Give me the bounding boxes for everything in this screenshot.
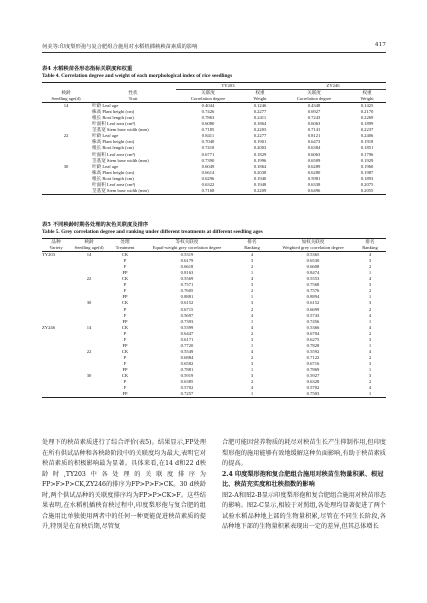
t5-equal-corr-cell: 0.8881 xyxy=(180,294,194,300)
t5-rank-cell: 2 xyxy=(250,306,254,312)
t5-variety-cell: TY203 xyxy=(42,252,56,258)
t5-rank2-cell: 2 xyxy=(368,264,372,270)
t4-corr1-cell: 0.6080 xyxy=(201,121,215,127)
t5-rank-cell: 2 xyxy=(250,379,254,385)
t4-corr2-cell: 0.6280 xyxy=(307,169,321,175)
t4-weight2-cell: 0.1899 xyxy=(360,121,374,127)
body-left-paragraph: 处理下的秧苗素质进行了综合评价(表5)。结果显示,FP处理在所有供试品种和各秧龄阶段中的关联度均为最大,表明它对秧苗素质的积极影响最为显著。具体来看,在14 d和22 d秧龄时,TY203中各处理的关联度排序为FP>F>P>CK,ZY246的排序为FP>P>F>CK。30 d秧龄时,两个供试品种的关联度排序均为FP>P>CK>F。这些结果表明,在水稻机插秧育秧过程中,印度梨形孢与复合肥的组合施用比单独使用两者中的任何一种更能促进秧苗素质的提升,特别是在育秧后期,尽管复 xyxy=(42,439,206,530)
t5-equal-corr-cell: 0.6152 xyxy=(180,300,194,306)
t4-corr2-cell: 0.6509 xyxy=(307,157,321,163)
t4-weight1-cell: 0.2277 xyxy=(253,109,267,115)
t5-equal-corr-cell: 0.6385 xyxy=(180,379,194,385)
t4-trait-cell: 叶面积 Leaf area (cm²) xyxy=(92,181,136,187)
t4-weight1-cell: 0.2203 xyxy=(253,127,267,133)
table5-body xyxy=(42,252,386,398)
t5-equal-corr-cell: 0.6884 xyxy=(180,354,194,360)
t4-weight2-cell: 0.2170 xyxy=(360,109,374,115)
t4-weight2-cell: 0.1918 xyxy=(360,139,374,145)
t5-age-cell: 22 xyxy=(86,348,92,354)
t5-equal-corr-cell: 0.6618 xyxy=(180,264,194,270)
t5-weighted-corr-cell: 0.7503 xyxy=(272,391,354,398)
running-title: 何美等:印度梨形孢与复合肥组合施用对水稻机插秧秧苗素质的影响 xyxy=(42,44,198,50)
t5-weighted-corr-cell: 0.8474 xyxy=(306,270,320,276)
t4-age-cell: 14 xyxy=(63,103,69,109)
t5-rank2-cell: 1 xyxy=(354,391,386,398)
t4-age-cell xyxy=(42,188,90,195)
table-row xyxy=(42,391,386,398)
t5-weighted-corr-cell: 0.5743 xyxy=(306,312,320,318)
t5-age-cell: 14 xyxy=(86,252,92,258)
table5-caption xyxy=(42,222,263,235)
t4-weight1-cell: 0.1246 xyxy=(253,103,267,109)
t4-head-corr-en-1: Correlation degree xyxy=(176,96,240,103)
t4-trait-cell: 茎基宽 Stem base width (mm) xyxy=(92,157,149,163)
t5-head-wt-cn: 加权关联度 xyxy=(272,239,354,246)
t4-weight2-cell: 0.2237 xyxy=(360,127,374,133)
t4-weight2-cell: 0.1851 xyxy=(360,145,374,151)
t5-rank2-cell: 4 xyxy=(368,324,372,330)
t4-corr1-cell: 0.7185 xyxy=(201,127,215,133)
t4-trait-cell: 叶面积 Leaf area (cm²) xyxy=(92,151,136,157)
t5-head-rank2-en: Ranking xyxy=(354,245,386,252)
t4-weight1-cell: 0.2277 xyxy=(253,133,267,139)
t5-weighted-corr-cell: 0.7456 xyxy=(306,318,320,324)
t4-head-trait-cn: 性状 xyxy=(128,89,138,95)
body-right-paragraph-1: 合肥可能因营养物质的耗尽对秧苗生长产生抑制作用,但印度梨形孢的施用能够有效地缓解这种负面影响,有助于秧苗素质的提高。 xyxy=(222,439,386,467)
t4-head-weight-cn-2: 权重 xyxy=(362,90,372,96)
t5-weighted-corr-cell: 0.7122 xyxy=(306,354,320,360)
t4-weight1-cell: 0.1901 xyxy=(253,139,267,145)
t5-rank-cell: 1 xyxy=(250,294,254,300)
t4-trait-cell: 株高 Plant height (cm) xyxy=(92,139,135,145)
t4-corr2-cell: 0.6384 xyxy=(307,145,321,151)
t5-treatment-cell: F xyxy=(123,264,127,270)
t5-rank-cell: 4 xyxy=(250,252,254,258)
section-heading: 2.4 印度梨形孢和复合肥组合施用对秧苗生物量积累、根冠比、秧苗充实度和壮秧指数的影响 xyxy=(222,470,384,488)
t4-corr2-cell: 0.6063 xyxy=(307,121,321,127)
body-right-paragraph-2: 图2-A和图2-B显示印度梨形孢和复合肥组合施用对秧苗形态的影响。图2-C显示,相较于对照组,各处理均显著促进了两个试验水稻品种地上部的生物量积累,尽管在不同生长阶段,各品种地下部的生物量积累表现出一定的差异,但其总体增长 xyxy=(222,491,386,530)
t4-corr1-cell: 0.6322 xyxy=(201,181,215,187)
t5-equal-corr-cell: 0.7881 xyxy=(180,366,194,372)
t5-rank2-cell: 2 xyxy=(368,354,372,360)
t4-weight2-cell: 0.2406 xyxy=(360,133,374,139)
t5-treatment-cell: F xyxy=(123,312,127,318)
t4-head-weight-cn-1: 权重 xyxy=(255,90,265,96)
t5-treatment-cell: P xyxy=(123,379,127,385)
t4-weight2-cell: 0.1960 xyxy=(360,163,374,169)
table4-caption xyxy=(42,66,232,79)
t4-corr1-cell: 0.6614 xyxy=(201,169,215,175)
t5-weighted-corr-cell: 0.7869 xyxy=(306,366,320,372)
t4-corr1-cell: 0.7863 xyxy=(201,115,215,121)
t5-head-age-cn: 秧龄 xyxy=(70,239,108,246)
t5-treatment-cell: F xyxy=(123,385,127,391)
t5-rank-cell: 3 xyxy=(250,360,254,366)
t5-treatment-cell: P xyxy=(123,282,127,288)
t4-corr1-cell: 0.6296 xyxy=(201,175,215,181)
t5-treatment-cell: FP xyxy=(108,391,142,398)
t5-weighted-corr-cell: 0.6152 xyxy=(306,300,320,306)
t5-treatment-cell: CK xyxy=(121,373,129,379)
t5-rank-cell: 3 xyxy=(250,336,254,342)
t5-rank2-cell: 3 xyxy=(368,336,372,342)
t5-treatment-cell: CK xyxy=(121,300,129,306)
t5-weighted-corr-cell: 0.6608 xyxy=(306,264,320,270)
t4-weight1-cell: 0.1864 xyxy=(253,121,267,127)
t5-equal-corr-cell: 0.7720 xyxy=(180,342,194,348)
t5-rank-cell: 4 xyxy=(250,385,254,391)
t4-weight1-cell: 0.1996 xyxy=(253,157,267,163)
t5-equal-corr-cell: 0.6582 xyxy=(180,360,194,366)
t4-corr2-cell: 0.7141 xyxy=(307,127,321,133)
t5-head-eq-cn: 等权关联度 xyxy=(142,239,232,246)
t5-rank2-cell: 3 xyxy=(368,360,372,366)
t5-rank2-cell: 1 xyxy=(368,342,372,348)
table-row xyxy=(42,188,386,195)
t4-head-corr-cn-1: 关联度 xyxy=(201,90,215,96)
t5-equal-corr-cell: 0.5919 xyxy=(180,373,194,379)
t5-rank2-cell: 1 xyxy=(368,294,372,300)
t5-treatment-cell: FP xyxy=(122,294,128,300)
t4-trait-cell: 根长 Root length (cm) xyxy=(92,115,134,121)
t4-head-age-en: Seedling age(d) xyxy=(42,96,90,103)
t4-trait-cell: 叶龄 Leaf age xyxy=(92,133,119,139)
t4-corr2-cell: 0.6496 xyxy=(280,188,348,195)
t5-rank-cell: 2 xyxy=(250,288,254,294)
t5-weighted-corr-cell: 0.7568 xyxy=(306,282,320,288)
t4-corr1-cell: 0.4044 xyxy=(201,103,215,109)
t5-weighted-corr-cell: 0.5592 xyxy=(306,348,320,354)
table5-caption-cn: 表5 不同秧龄时期各处理的灰色关联度及排序 xyxy=(42,222,149,228)
t4-weight2-cell: 0.1893 xyxy=(360,175,374,181)
t4-head-weight-en-1: Weight xyxy=(240,96,280,103)
t5-rank2-cell: 2 xyxy=(368,379,372,385)
t5-head-treat-cn: 处理 xyxy=(108,239,142,246)
t5-weighted-corr-cell: 0.5365 xyxy=(306,252,320,258)
t4-head-trait-en: Trait xyxy=(90,96,176,103)
t5-treatment-cell: P xyxy=(123,330,127,336)
t5-head-wt-en: Weighted grey correlation degree xyxy=(272,245,354,252)
t4-trait-cell: 叶面积 Leaf area (cm²) xyxy=(92,121,136,127)
t4-corr2-cell: 0.6473 xyxy=(307,139,321,145)
t5-equal-corr-cell: 0.7393 xyxy=(180,318,194,324)
t5-variety-cell xyxy=(42,391,70,398)
t5-rank-cell: 2 xyxy=(250,354,254,360)
t5-weighted-corr-cell: 0.5927 xyxy=(306,373,320,379)
t4-weight2-cell: 0.2269 xyxy=(360,115,374,121)
t5-equal-corr-cell: 0.8163 xyxy=(180,270,194,276)
t5-head-age-en: Seedling age(d) xyxy=(70,245,108,252)
t5-rank-cell: 3 xyxy=(250,258,254,264)
t5-equal-corr-cell: 0.5399 xyxy=(180,324,194,330)
t5-weighted-corr-cell: 0.7576 xyxy=(306,288,320,294)
running-header xyxy=(42,42,386,50)
t5-treatment-cell: CK xyxy=(121,252,129,258)
t5-rank-cell: 4 xyxy=(250,276,254,282)
table4-body xyxy=(42,103,386,195)
body-right-column xyxy=(222,438,386,533)
table4 xyxy=(42,82,386,195)
page-number: 417 xyxy=(374,42,386,48)
t5-weighted-corr-cell: 0.8894 xyxy=(306,294,320,300)
t5-treatment-cell: FP xyxy=(122,270,128,276)
t5-age-cell: 30 xyxy=(86,373,92,379)
t5-equal-corr-cell: 0.5549 xyxy=(180,348,194,354)
t5-rank-cell: 4 xyxy=(250,324,254,330)
t4-corr2-cell: 0.7243 xyxy=(307,115,321,121)
t5-treatment-cell: FP xyxy=(122,366,128,372)
body-left-column xyxy=(42,438,206,533)
t4-corr1-cell: 0.7390 xyxy=(201,157,215,163)
t5-treatment-cell: P xyxy=(123,354,127,360)
t5-treatment-cell: FP xyxy=(122,318,128,324)
t5-rank-cell: 3 xyxy=(250,373,254,379)
t5-weighted-corr-cell: 0.6699 xyxy=(306,306,320,312)
t5-rank-cell: 4 xyxy=(250,348,254,354)
t5-rank2-cell: 2 xyxy=(368,288,372,294)
t5-head-eq-en: Equal-weight grey correlation degree xyxy=(142,245,232,252)
t4-trait-cell: 株高 Plant height (cm) xyxy=(92,109,135,115)
t5-head-rank-cn: 排名 xyxy=(232,239,272,246)
table4-caption-en: Table 4. Correlation degree and weight of each morphological index of rice seedlings xyxy=(42,72,233,79)
t4-age-cell: 22 xyxy=(63,133,69,139)
t4-corr2-cell: 0.6338 xyxy=(307,181,321,187)
t5-head-treat-en: Treatment xyxy=(108,245,142,252)
t4-weight2-cell: 0.1929 xyxy=(360,157,374,163)
t5-age-cell: 14 xyxy=(86,324,92,330)
t4-trait-cell: 株高 Plant height (cm) xyxy=(92,169,135,175)
t5-rank-cell: 1 xyxy=(250,342,254,348)
t4-trait-cell: 根长 Root length (cm) xyxy=(92,175,134,181)
t5-rank2-cell: 4 xyxy=(368,348,372,354)
t4-trait-cell: 叶龄 Leaf age xyxy=(92,103,119,109)
t4-corr1-cell: 0.7040 xyxy=(201,139,215,145)
t5-weighted-corr-cell: 0.7828 xyxy=(306,342,320,348)
t5-rank-cell: 3 xyxy=(250,282,254,288)
t5-equal-corr-cell: 0.6715 xyxy=(180,306,194,312)
t4-corr2-cell: 0.6289 xyxy=(307,163,321,169)
t5-rank-cell: 2 xyxy=(250,330,254,336)
t4-corr2-cell: 0.5981 xyxy=(307,175,321,181)
t4-head-corr-cn-2: 关联度 xyxy=(307,90,321,96)
t5-rank2-cell: 1 xyxy=(368,318,372,324)
t4-weight2-cell: 0.1796 xyxy=(360,151,374,157)
t5-rank2-cell: 3 xyxy=(368,282,372,288)
t5-weighted-corr-cell: 0.6328 xyxy=(306,379,320,385)
t4-weight1-cell: 0.1864 xyxy=(253,163,267,169)
t5-head-rank2-cn: 排名 xyxy=(354,239,386,246)
t4-corr2-cell: 0.6063 xyxy=(307,151,321,157)
t4-corr1-cell: 0.7168 xyxy=(176,188,240,195)
t5-rank2-cell: 4 xyxy=(368,385,372,391)
t4-weight2-cell: 0.2055 xyxy=(348,188,386,195)
t5-treatment-cell: CK xyxy=(121,348,129,354)
t5-weighted-corr-cell: 0.6530 xyxy=(306,258,320,264)
t5-rank-cell: 4 xyxy=(250,312,254,318)
table5-caption-en: Table 5. Grey correlation degree and ranking under different treatments at different seedling ages xyxy=(42,228,263,235)
t5-treatment-cell: F xyxy=(123,288,127,294)
t4-trait-cell: 茎基宽 Stem base width (mm) xyxy=(90,188,176,195)
t4-weight1-cell: 0.1829 xyxy=(253,151,267,157)
t5-equal-corr-cell: 0.7605 xyxy=(180,288,194,294)
t5-rank-cell: 2 xyxy=(250,264,254,270)
t4-weight1-cell: 0.2038 xyxy=(253,169,267,175)
t4-head-variety2: ZY246 xyxy=(280,83,386,90)
t5-rank2-cell: 2 xyxy=(368,330,372,336)
table4-caption-cn: 表4 水稻秧苗各形态指标关联度和权重 xyxy=(42,66,133,72)
t4-corr2-cell: 0.4348 xyxy=(307,103,321,109)
t5-treatment-cell: P xyxy=(123,258,127,264)
t4-head-age-cn: 秧龄 xyxy=(61,89,71,95)
t5-rank-cell: 1 xyxy=(250,318,254,324)
t5-weighted-corr-cell: 0.6704 xyxy=(306,330,320,336)
t5-age-cell: 30 xyxy=(86,300,92,306)
t4-corr1-cell: 0.7426 xyxy=(201,109,215,115)
t5-equal-corr-cell: 0.5569 xyxy=(180,276,194,282)
t4-head-weight-en-2: Weight xyxy=(348,96,386,103)
t5-variety-cell: ZY246 xyxy=(42,324,56,330)
t5-weighted-corr-cell: 0.5366 xyxy=(306,324,320,330)
t4-corr1-cell: 0.8411 xyxy=(201,133,215,139)
t5-treatment-cell: F xyxy=(123,336,127,342)
t5-equal-corr-cell: 0.5697 xyxy=(180,312,194,318)
t4-weight1-cell: 0.2411 xyxy=(253,115,267,121)
header-rule xyxy=(42,52,386,53)
t4-corr1-cell: 0.6049 xyxy=(201,163,215,169)
t5-head-variety-en: Variety xyxy=(42,245,70,252)
t5-equal-corr-cell: 0.7571 xyxy=(180,282,194,288)
t5-rank2-cell: 4 xyxy=(368,252,372,258)
table5 xyxy=(42,238,386,398)
t5-treatment-cell: CK xyxy=(121,276,129,282)
t4-weight1-cell: 0.1948 xyxy=(253,181,267,187)
t5-rank-cell: 1 xyxy=(250,270,254,276)
t4-weight1-cell: 0.2209 xyxy=(240,188,280,195)
t5-weighted-corr-cell: 0.5553 xyxy=(306,276,320,282)
t4-corr2-cell: 0.8121 xyxy=(307,133,321,139)
t4-weight2-cell: 0.1425 xyxy=(360,103,374,109)
t4-trait-cell: 根长 Root length (cm) xyxy=(92,145,134,151)
t5-weighted-corr-cell: 0.6716 xyxy=(306,360,320,366)
t5-equal-corr-cell: 0.6447 xyxy=(180,330,194,336)
t5-rank-cell: 1 xyxy=(250,366,254,372)
t5-treatment-cell: FP xyxy=(122,342,128,348)
t4-weight2-cell: 0.2075 xyxy=(360,181,374,187)
t4-corr1-cell: 0.7418 xyxy=(201,145,215,151)
t5-rank2-cell: 3 xyxy=(368,258,372,264)
t4-trait-cell: 茎基宽 Stem base width (mm) xyxy=(92,127,149,133)
t5-weighted-corr-cell: 0.5702 xyxy=(306,385,320,391)
t5-treatment-cell: CK xyxy=(121,324,129,330)
t5-treatment-cell: F xyxy=(123,360,127,366)
t4-weight1-cell: 0.2003 xyxy=(253,145,267,151)
t5-rank2-cell: 1 xyxy=(368,270,372,276)
t5-rank-cell: 1 xyxy=(232,391,272,398)
t4-age-cell: 30 xyxy=(63,163,69,169)
t5-age-cell xyxy=(70,391,108,398)
t5-rank2-cell: 3 xyxy=(368,373,372,379)
t5-head-rank-en: Ranking xyxy=(232,245,272,252)
t4-trait-cell: 叶龄 Leaf age xyxy=(92,163,119,169)
t5-rank2-cell: 4 xyxy=(368,312,372,318)
t5-rank-cell: 3 xyxy=(250,300,254,306)
t5-rank2-cell: 2 xyxy=(368,306,372,312)
t5-head-variety-cn: 品种 xyxy=(42,239,70,246)
t4-head-corr-en-2: Correlation degree xyxy=(280,96,348,103)
t5-rank2-cell: 4 xyxy=(368,276,372,282)
t4-corr2-cell: 0.6927 xyxy=(307,109,321,115)
t5-weighted-corr-cell: 0.6275 xyxy=(306,336,320,342)
t5-rank2-cell: 1 xyxy=(368,366,372,372)
t5-equal-corr-cell: 0.6171 xyxy=(180,336,194,342)
t4-corr1-cell: 0.6771 xyxy=(201,151,215,157)
t5-rank2-cell: 3 xyxy=(368,300,372,306)
t5-equal-corr-cell: 0.5702 xyxy=(180,385,194,391)
t4-weight2-cell: 0.1987 xyxy=(360,169,374,175)
t5-age-cell: 22 xyxy=(86,276,92,282)
t4-head-variety1: TY203 xyxy=(176,83,280,90)
t4-weight1-cell: 0.1940 xyxy=(253,175,267,181)
t5-equal-corr-cell: 0.6179 xyxy=(180,258,194,264)
t5-equal-corr-cell: 0.5319 xyxy=(180,252,194,258)
t5-equal-corr-cell: 0.7257 xyxy=(142,391,232,398)
t5-treatment-cell: P xyxy=(123,306,127,312)
